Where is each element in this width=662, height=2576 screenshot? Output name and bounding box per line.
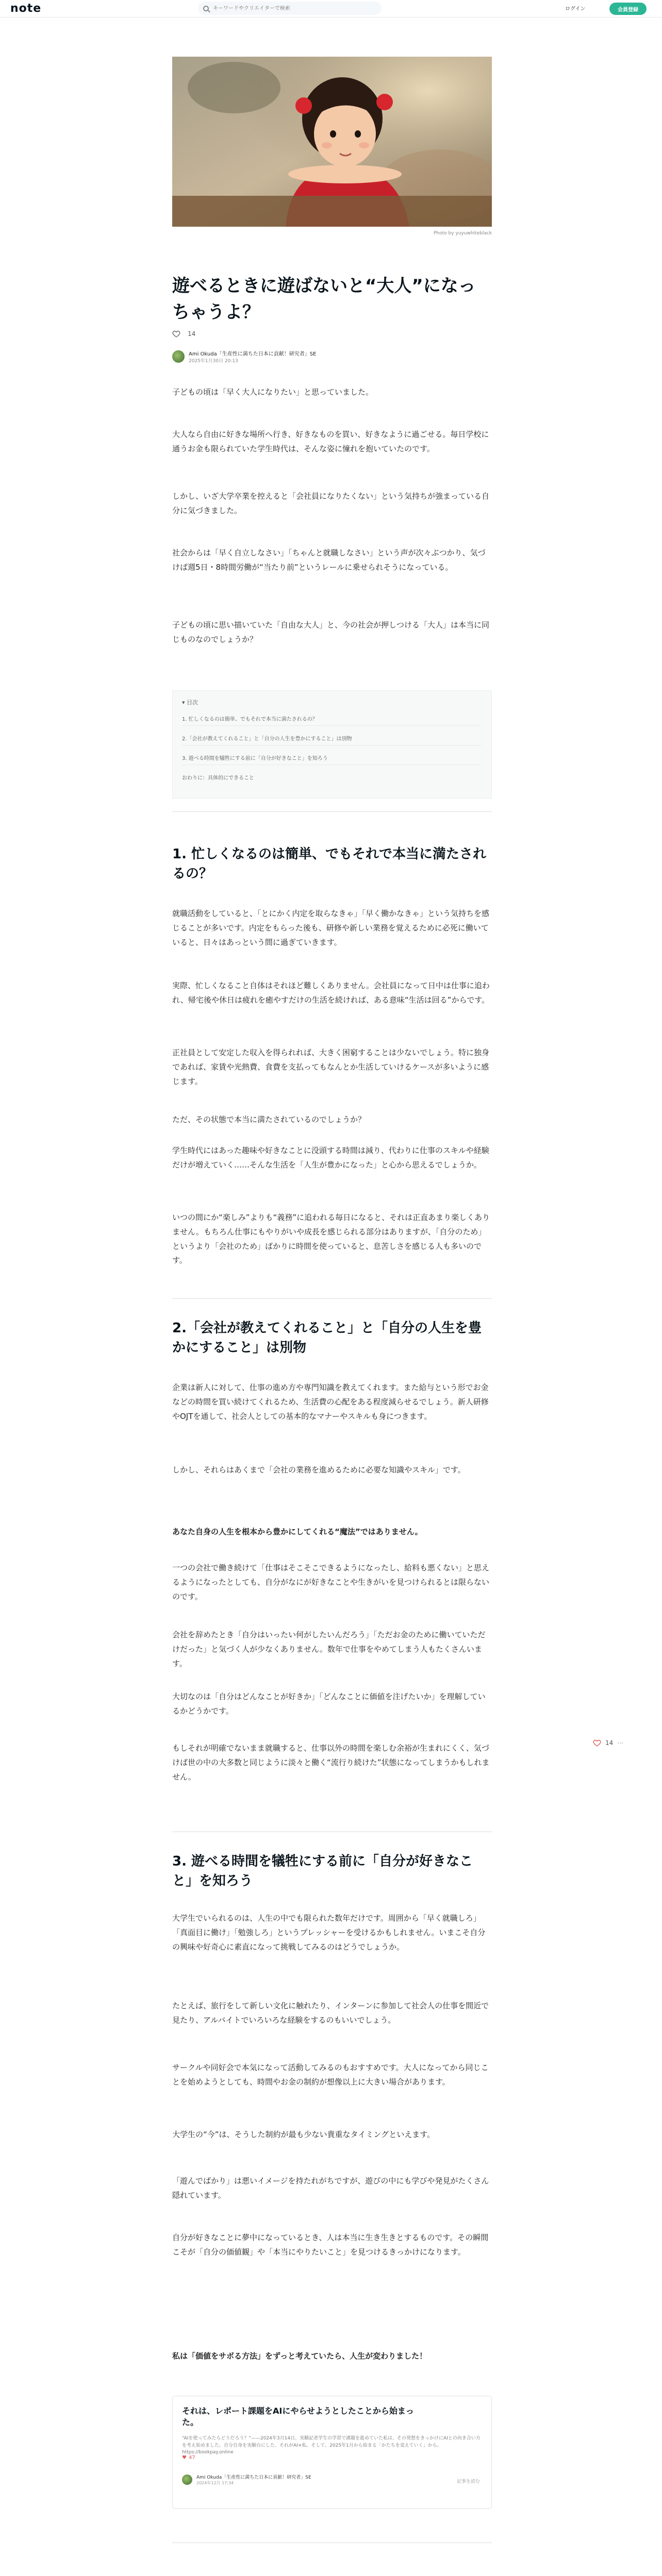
card-author-avatar xyxy=(182,2475,192,2485)
floating-like xyxy=(593,1739,623,1747)
signup-button[interactable]: 会員登録 xyxy=(609,3,647,15)
search-input[interactable] xyxy=(213,6,368,11)
hero-image xyxy=(172,57,492,227)
heart-icon: ♥ xyxy=(182,2455,187,2461)
section-paragraph: 正社員として安定した収入を得られれば、大きく困窮することは少ないでしょう。特に独身であれば、家賃や光熱費、食費を支払ってもなんとか生活していけるケースが多いように感じます。 xyxy=(172,1048,490,1086)
card-title[interactable]: それは、レポート課題をAIにやらせようとしたことから始まった。 xyxy=(182,2406,414,2428)
heart-icon[interactable] xyxy=(172,330,180,338)
login-link[interactable]: ログイン xyxy=(565,6,586,12)
note-logo[interactable]: note xyxy=(10,2,42,15)
toc-title-label: 目次 xyxy=(187,699,198,706)
section-paragraph: ただ、その状態で本当に満たされているのでしょうか？ xyxy=(172,1115,366,1124)
section-heading: 3. 遊べる時間を犠牲にする前に「自分が好きなこと」を知ろう xyxy=(172,1854,473,1889)
section-paragraph: たとえば、旅行をして新しい文化に触れたり、インターンに参加して社会人の仕事を間近で見たり、アルバイトでいろいろな経験をするのもいいでしょう。 xyxy=(172,2001,489,2025)
toc-item[interactable]: 2.「会社が教えてくれること」と「自分の人生を豊かにすること」は別物 xyxy=(182,734,481,745)
section-paragraph: 大学生でいられるのは、人生の中でも限られた数年だけです。周囲から「早く就職しろ」「真面目に働け」「勉強しろ」というプレッシャーを受けるかもしれません。いまこそ自分の興味や好奇心に素直になって挑戦してみるのはどうでしょうか。 xyxy=(172,1913,486,1952)
author-name[interactable]: Ami Okuda「生産性に満ちた日本に貢献！研究者」SE xyxy=(189,351,317,357)
floating-like-count: 14 xyxy=(605,1739,614,1747)
card-read-more[interactable]: 記事を読む xyxy=(456,2479,480,2484)
author-row xyxy=(172,349,316,364)
section-paragraph: 大学生の“今”は、そうした制約が最も少ない貴重なタイミングといえます。 xyxy=(172,2130,435,2139)
divider xyxy=(172,1298,492,1299)
section-paragraph: 自分が好きなことに夢中になっているとき、人は本当に生き生きとするものです。その瞬間こそが「自分の価値観」や「本当にやりたいこと」を見つけるきっかけになります。 xyxy=(172,2233,489,2257)
section-heading: 2.「会社が教えてくれること」と「自分の人生を豊かにすること」は別物 xyxy=(172,1320,482,1355)
like-row xyxy=(172,330,195,338)
section-paragraph: 学生時代にはあった趣味や好きなことに没頭する時間は減り、代わりに仕事のスキルや経験だけが増えていく……そんな生活を「人生が豊かになった」と心から思えるでしょうか。 xyxy=(172,1146,489,1170)
heart-icon[interactable] xyxy=(593,1739,601,1747)
card-likes xyxy=(182,2455,195,2461)
card-author-name: Ami Okuda「生産性に満ちた日本に貢献！研究者」SE xyxy=(196,2475,311,2480)
toc-item[interactable]: 3. 遊べる時間を犠牲にする前に「自分が好きなこと」を知ろう xyxy=(182,754,481,765)
more-icon[interactable]: ⋯ xyxy=(617,1739,624,1747)
search-box[interactable] xyxy=(198,2,382,15)
section-paragraph: いつの間にか“楽しみ”よりも“義務”に追われる毎日になると、それは正直あまり楽しくありません。もちろん仕事にもやりがいや成長を感じられる部分はありますが、「自分のため」というより「会社のため」ばかりに時間を使っていると、息苦しさを感じる人も多いのです。 xyxy=(172,1213,490,1265)
toc-title[interactable] xyxy=(182,698,198,706)
section-paragraph: サークルや同好会で本気になって活動してみるのもおすすめです。大人になってから同じことを始めようとしても、時間やお金の制約が想像以上に大きい場合があります。 xyxy=(172,2063,489,2087)
toc-item[interactable]: おわりに：具体的にできること xyxy=(182,775,254,781)
section-paragraph: 大切なのは「自分はどんなことが好きか」「どんなことに価値を注げたいか」を理解しているかどうかです。 xyxy=(172,1692,486,1716)
intro-paragraph: 大人なら自由に好きな場所へ行き、好きなものを買い、好きなように過ごせる。毎日学校に通うお金も限られていた学生時代は、そんな姿に憧れを抱いていたのです。 xyxy=(172,430,489,453)
divider xyxy=(172,811,492,812)
publish-date: 2025年1月30日 20:13 xyxy=(189,359,238,364)
linked-article-card[interactable] xyxy=(172,2396,492,2509)
section-paragraph-bold: 私は「価値をサボる方法」をずっと考えていたら、人生が変わりました！ xyxy=(172,2351,427,2361)
top-bar xyxy=(0,0,662,18)
section-paragraph: しかし、それらはあくまで「会社の業務を進めるために必要な知識やスキル」です。 xyxy=(172,1465,466,1475)
section-heading: 1. 忙しくなるのは簡単、でもそれで本当に満たされるの？ xyxy=(172,846,487,882)
like-count: 14 xyxy=(188,330,196,337)
search-icon xyxy=(203,6,209,11)
card-like-count: 47 xyxy=(188,2455,195,2461)
article-title: 遊べるときに遊ばないと“大人”になっちゃうよ？ xyxy=(172,276,476,323)
section-paragraph: 企業は新人に対して、仕事の進め方や専門知識を教えてくれます。また給与という形でお金などの時間を買い続けてくれるため、生活費の心配をある程度減らせるでしょう。新人研修やOJTを通して、社会人としての基本的なマナーやスキルも身につきます。 xyxy=(172,1383,489,1421)
table-of-contents xyxy=(172,690,492,799)
section-paragraph: 実際、忙しくなること自体はそれほど難しくありません。会社員になって日中は仕事に追われ、帰宅後や休日は疲れを癒やすだけの生活を続ければ、ある意味“生活は回る”からです。 xyxy=(172,981,490,1005)
card-description: “AIを使ってみたらどうだろう？”——2024年3月14日、実験記者学生の学習で課題を進めていた私は、その発想をきっかけにAIとの向き合い方を考え始めました。自分自身を実験台にした、それがAI×私、そして、2025年1月から始まる「かたちを変えていく」から。https://bookpay.online xyxy=(182,2436,481,2455)
section-paragraph: 一つの会社で働き続けて「仕事はそこそこできるようになったし、給料も悪くない」と思えるようになったとしても、自分がなにが好きなことや生きがいを見つけられるとは限らないのです。 xyxy=(172,1563,490,1601)
photo-credit[interactable]: Photo by yuyuwhiteblack xyxy=(433,231,492,236)
intro-paragraph: 子どもの頃に思い描いていた「自由な大人」と、今の社会が押しつける「大人」は本当に同じものなのでしょうか？ xyxy=(172,620,490,644)
section-paragraph: 就職活動をしていると、「とにかく内定を取らなきゃ」「早く働かなきゃ」という気持ちを感じることが多いです。内定をもらった後も、研修や新しい業務を覚えるために必死に働いていると、日々はあっという間に過ぎていきます。 xyxy=(172,909,490,947)
intro-paragraph: 社会からは「早く自立しなさい」「ちゃんと就職しなさい」という声が次々ぶつかり、気づけば週5日・8時間労働が“当たり前”というレールに乗せられそうになっている。 xyxy=(172,548,486,572)
chevron-down-icon: ▾ xyxy=(182,699,187,706)
section-paragraph-bold: あなた自身の人生を根本から豊かにしてくれる“魔法”ではありません。 xyxy=(172,1527,423,1536)
author-avatar[interactable] xyxy=(172,350,185,363)
intro-paragraph: 子どもの頃は「早く大人になりたい」と思っていました。 xyxy=(172,387,374,397)
hero-photo-illustration xyxy=(172,57,492,227)
section-paragraph: 「遊んでばかり」は悪いイメージを持たれがちですが、遊びの中にも学びや発見がたくさん隠れています。 xyxy=(172,2176,489,2200)
card-date: 2024年12月 17:34 xyxy=(196,2481,234,2485)
toc-item[interactable]: 1. 忙しくなるのは簡単、でもそれで本当に満たされるの？ xyxy=(182,715,481,726)
section-paragraph: もしそれが明確でないまま就職すると、仕事以外の時間を楽しむ余裕が生まれにくく、気づけば世の中の大多数と同じように淡々と働く“流行り続けた”状態になってしまうかもしれません。 xyxy=(172,1743,490,1782)
section-paragraph: 会社を辞めたとき「自分はいったい何がしたいんだろう」「ただお金のために働いていただけだった」と気づく人が少なくありません。数年で仕事をやめてしまう人もたくさんいます。 xyxy=(172,1630,486,1668)
intro-paragraph: しかし、いざ大学卒業を控えると「会社員になりたくない」という気持ちが強まっている自分に気づきました。 xyxy=(172,492,490,515)
card-author-row xyxy=(182,2473,311,2486)
